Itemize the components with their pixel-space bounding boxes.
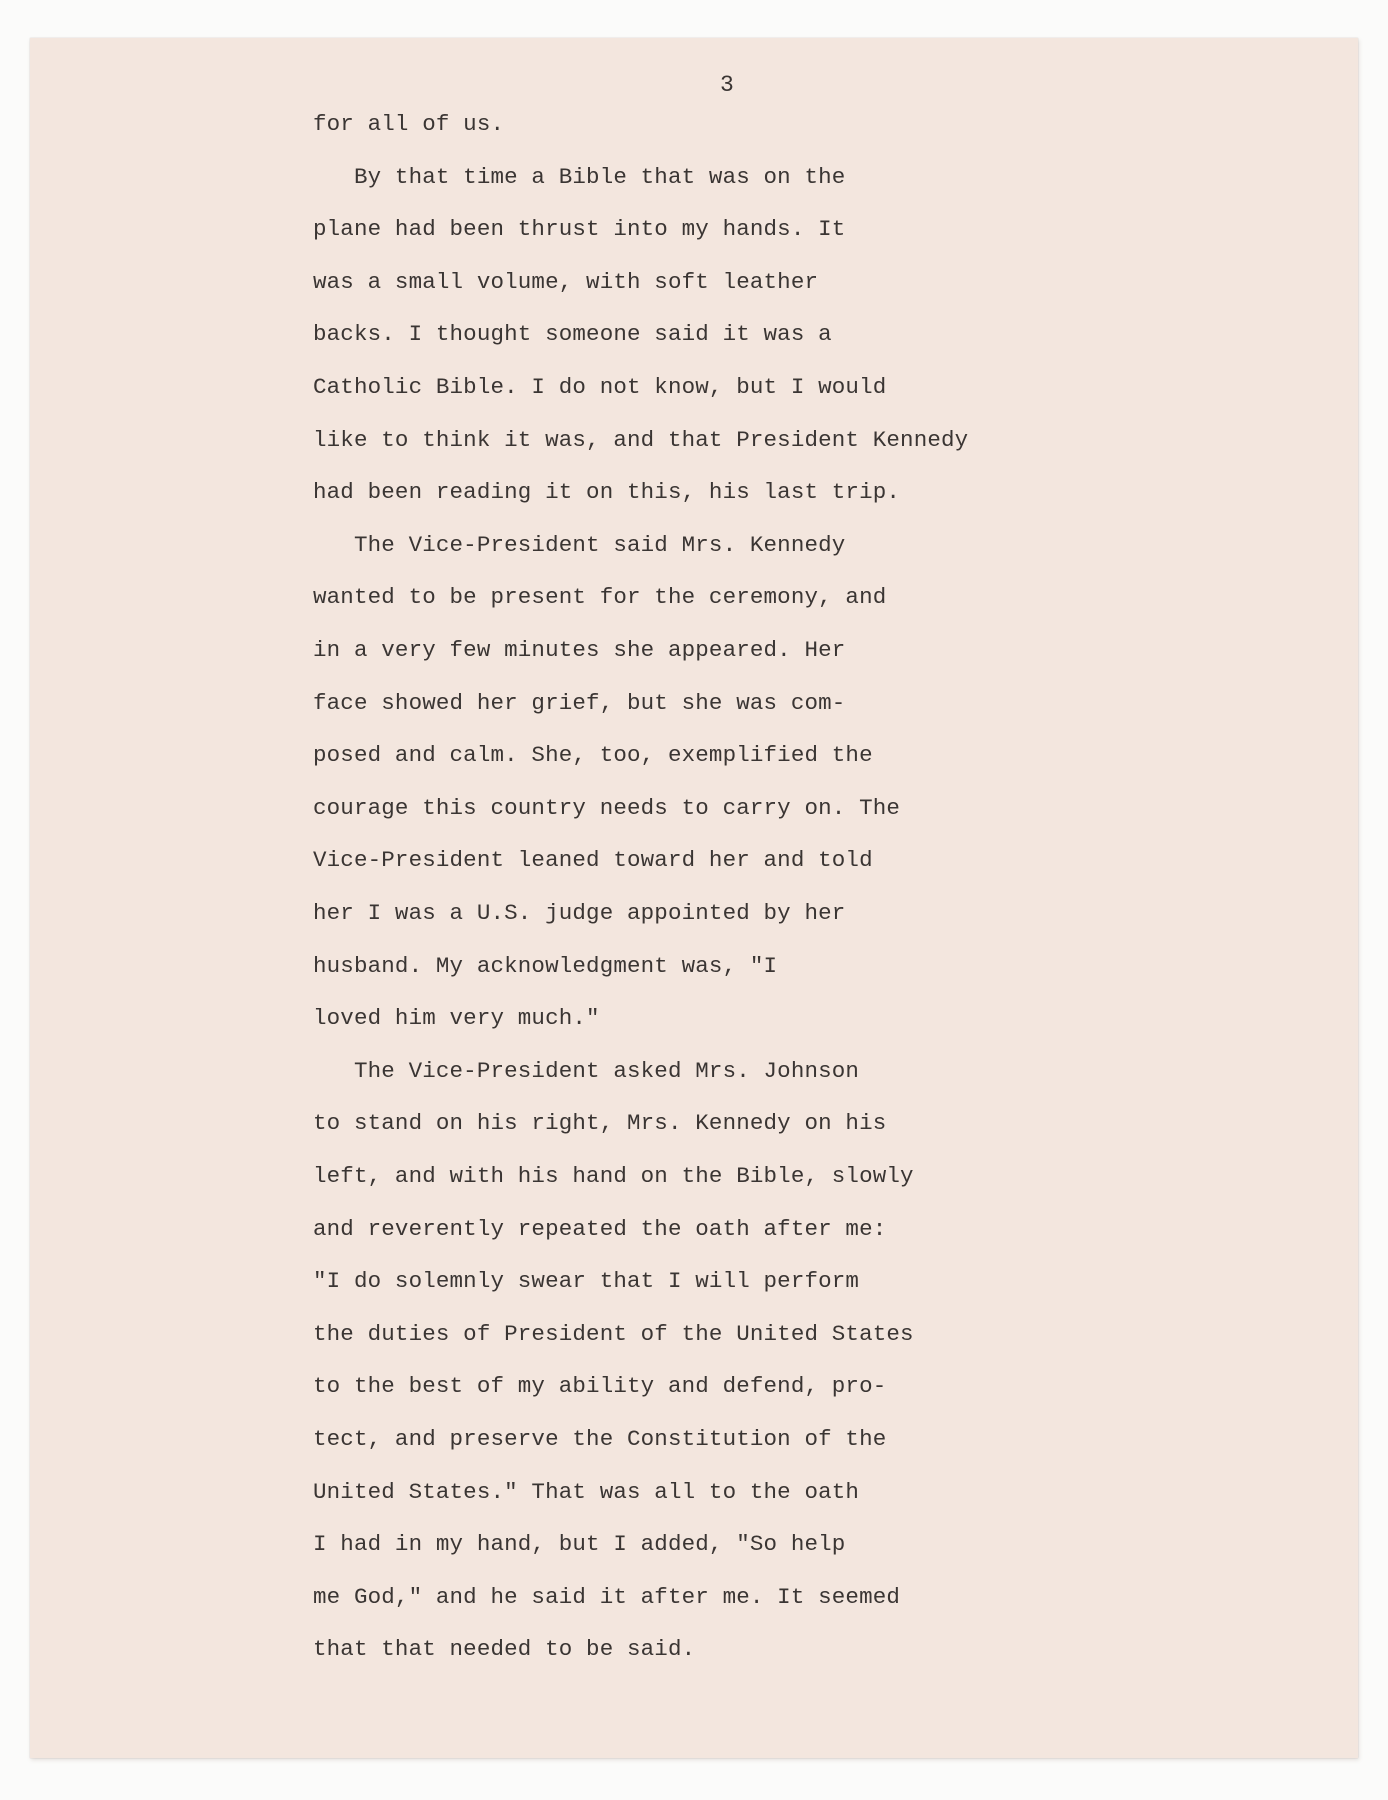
text-line: like to think it was, and that President Kennedy — [313, 426, 969, 453]
text-line: the duties of President of the United States — [313, 1320, 914, 1347]
text-line: to stand on his right, Mrs. Kennedy on his — [313, 1110, 887, 1137]
text-line: husband. My acknowledgment was, "I — [313, 952, 778, 979]
text-line: had been reading it on this, his last trip. — [313, 479, 901, 506]
text-line: United States." That was all to the oath — [313, 1478, 860, 1505]
text-line: courage this country needs to carry on. The — [313, 794, 901, 821]
text-line: "I do solemnly swear that I will perform — [313, 1268, 860, 1295]
text-line: posed and calm. She, too, exemplified the — [313, 742, 873, 769]
text-line: face showed her grief, but she was com- — [313, 689, 846, 716]
text-line: in a very few minutes she appeared. Her — [313, 637, 846, 663]
text-line: and reverently repeated the oath after me: — [313, 1215, 887, 1242]
text-line: to the best of my ability and defend, pro- — [313, 1373, 887, 1400]
text-line: Vice-President leaned toward her and told — [313, 847, 873, 874]
text-line: wanted to be present for the ceremony, and — [313, 584, 887, 611]
text-line: her I was a U.S. judge appointed by her — [313, 900, 846, 926]
text-line: me God," and he said it after me. It seemed — [313, 1583, 901, 1610]
text-line: was a small volume, with soft leather — [313, 268, 819, 295]
text-line: left, and with his hand on the Bible, slowly — [313, 1163, 914, 1189]
text-line: The Vice-President asked Mrs. Johnson — [313, 1057, 860, 1084]
text-line: backs. I thought someone said it was a — [313, 321, 832, 348]
typed-page — [30, 38, 1358, 1758]
text-line: Catholic Bible. I do not know, but I would — [313, 374, 887, 400]
text-line: The Vice-President said Mrs. Kennedy — [313, 531, 846, 558]
text-line: plane had been thrust into my hands. It — [313, 216, 846, 243]
text-line: tect, and preserve the Constitution of the — [313, 1426, 887, 1452]
text-line: loved him very much." — [313, 1005, 600, 1032]
text-line: that that needed to be said. — [313, 1636, 696, 1663]
page-number: 3 — [720, 72, 734, 98]
text-line: I had in my hand, but I added, "So help — [313, 1531, 846, 1558]
text-line: for all of us. — [313, 111, 505, 137]
text-line: By that time a Bible that was on the — [313, 163, 846, 190]
